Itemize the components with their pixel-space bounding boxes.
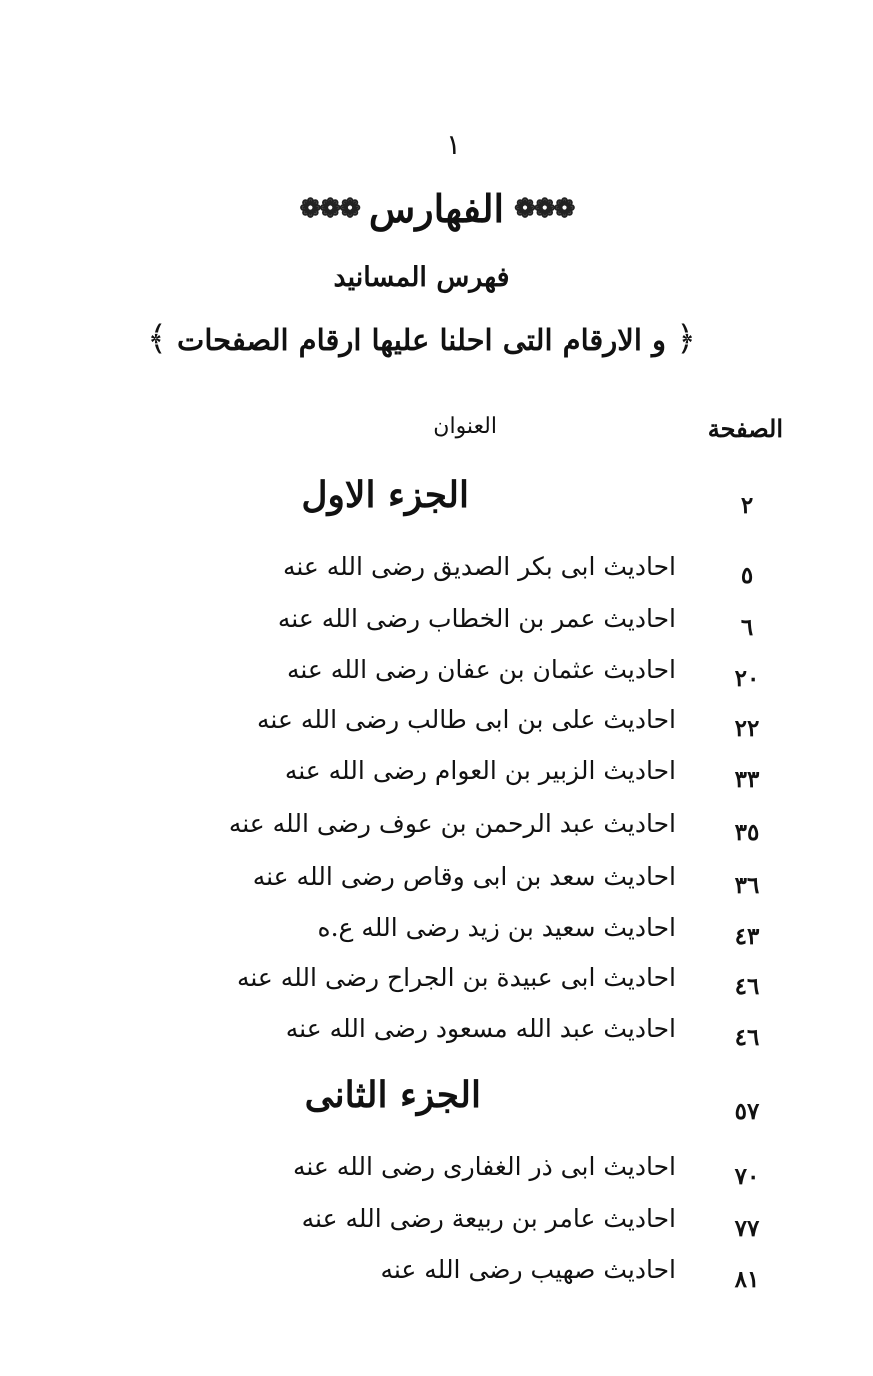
entry-title: احاديث عامر بن ربيعة رضى الله عنه [301,1204,676,1233]
entry-page: ٣٦ [734,872,760,899]
entry-title: احاديث ابى ذر الغفارى رضى الله عنه [292,1152,676,1181]
entry-title: احاديث ابى بكر الصديق رضى الله عنه [282,552,676,581]
ornament-right-icon: ❁❁❁ [514,193,574,224]
subtitle-block [0,262,873,293]
part-1-page: ٢ [740,492,754,519]
title-block [0,186,873,231]
entry-page: ٤٣ [734,923,760,950]
note-text: و الارقام التى احلنا عليها ارقام الصفحات [177,323,666,357]
entry-page: ٦ [740,614,754,641]
entry-title: احاديث عبد الله مسعود رضى الله عنه [285,1014,676,1043]
ornament-left-icon: ❁❁❁ [299,193,359,224]
entry-page: ٤٦ [734,973,760,1000]
entry-page: ٤٦ [734,1024,760,1051]
entry-title: احاديث عثمان بن عفان رضى الله عنه [286,655,676,684]
entry-title: احاديث صهيب رضى الله عنه [380,1255,676,1284]
page-title: الفهارس [368,186,505,231]
index-subtitle: فهرس المسانيد [333,262,510,293]
entry-title: احاديث سعد بن ابى وقاص رضى الله عنه [252,862,676,891]
part-2-page: ٥٧ [734,1098,760,1125]
entry-page: ٣٥ [734,819,760,846]
entry-page: ٧٠ [734,1163,760,1190]
bracket-open: ﴿ [676,319,697,359]
page-title-group [300,186,574,231]
part-1-title: الجزء الاول [301,474,469,516]
entry-title: احاديث عمر بن الخطاب رضى الله عنه [277,604,676,633]
entry-title: احاديث على بن ابى طالب رضى الله عنه [257,705,676,734]
entry-page: ٣٣ [734,766,760,793]
bracket-close: ﴾ [146,319,167,359]
page-number: ١ [446,128,462,161]
part-2-title: الجزء الثانى [304,1074,481,1116]
note-block [0,318,873,359]
column-header-page: الصفحة [707,414,783,443]
entry-title: احاديث سعيد بن زيد رضى الله ع.ه [317,913,676,942]
entry-page: ٧٧ [734,1215,760,1242]
entry-title: احاديث الزبير بن العوام رضى الله عنه [284,756,676,785]
entry-title: احاديث عبد الرحمن بن عوف رضى الله عنه [228,809,676,838]
entry-page: ٢٠ [734,665,760,692]
column-header-title: العنوان [433,414,497,439]
entry-page: ٥ [740,562,754,589]
entry-title: احاديث ابى عبيدة بن الجراح رضى الله عنه [236,963,676,992]
entry-page: ٨١ [734,1266,760,1293]
entry-page: ٢٢ [734,715,760,742]
index-note [147,318,696,359]
